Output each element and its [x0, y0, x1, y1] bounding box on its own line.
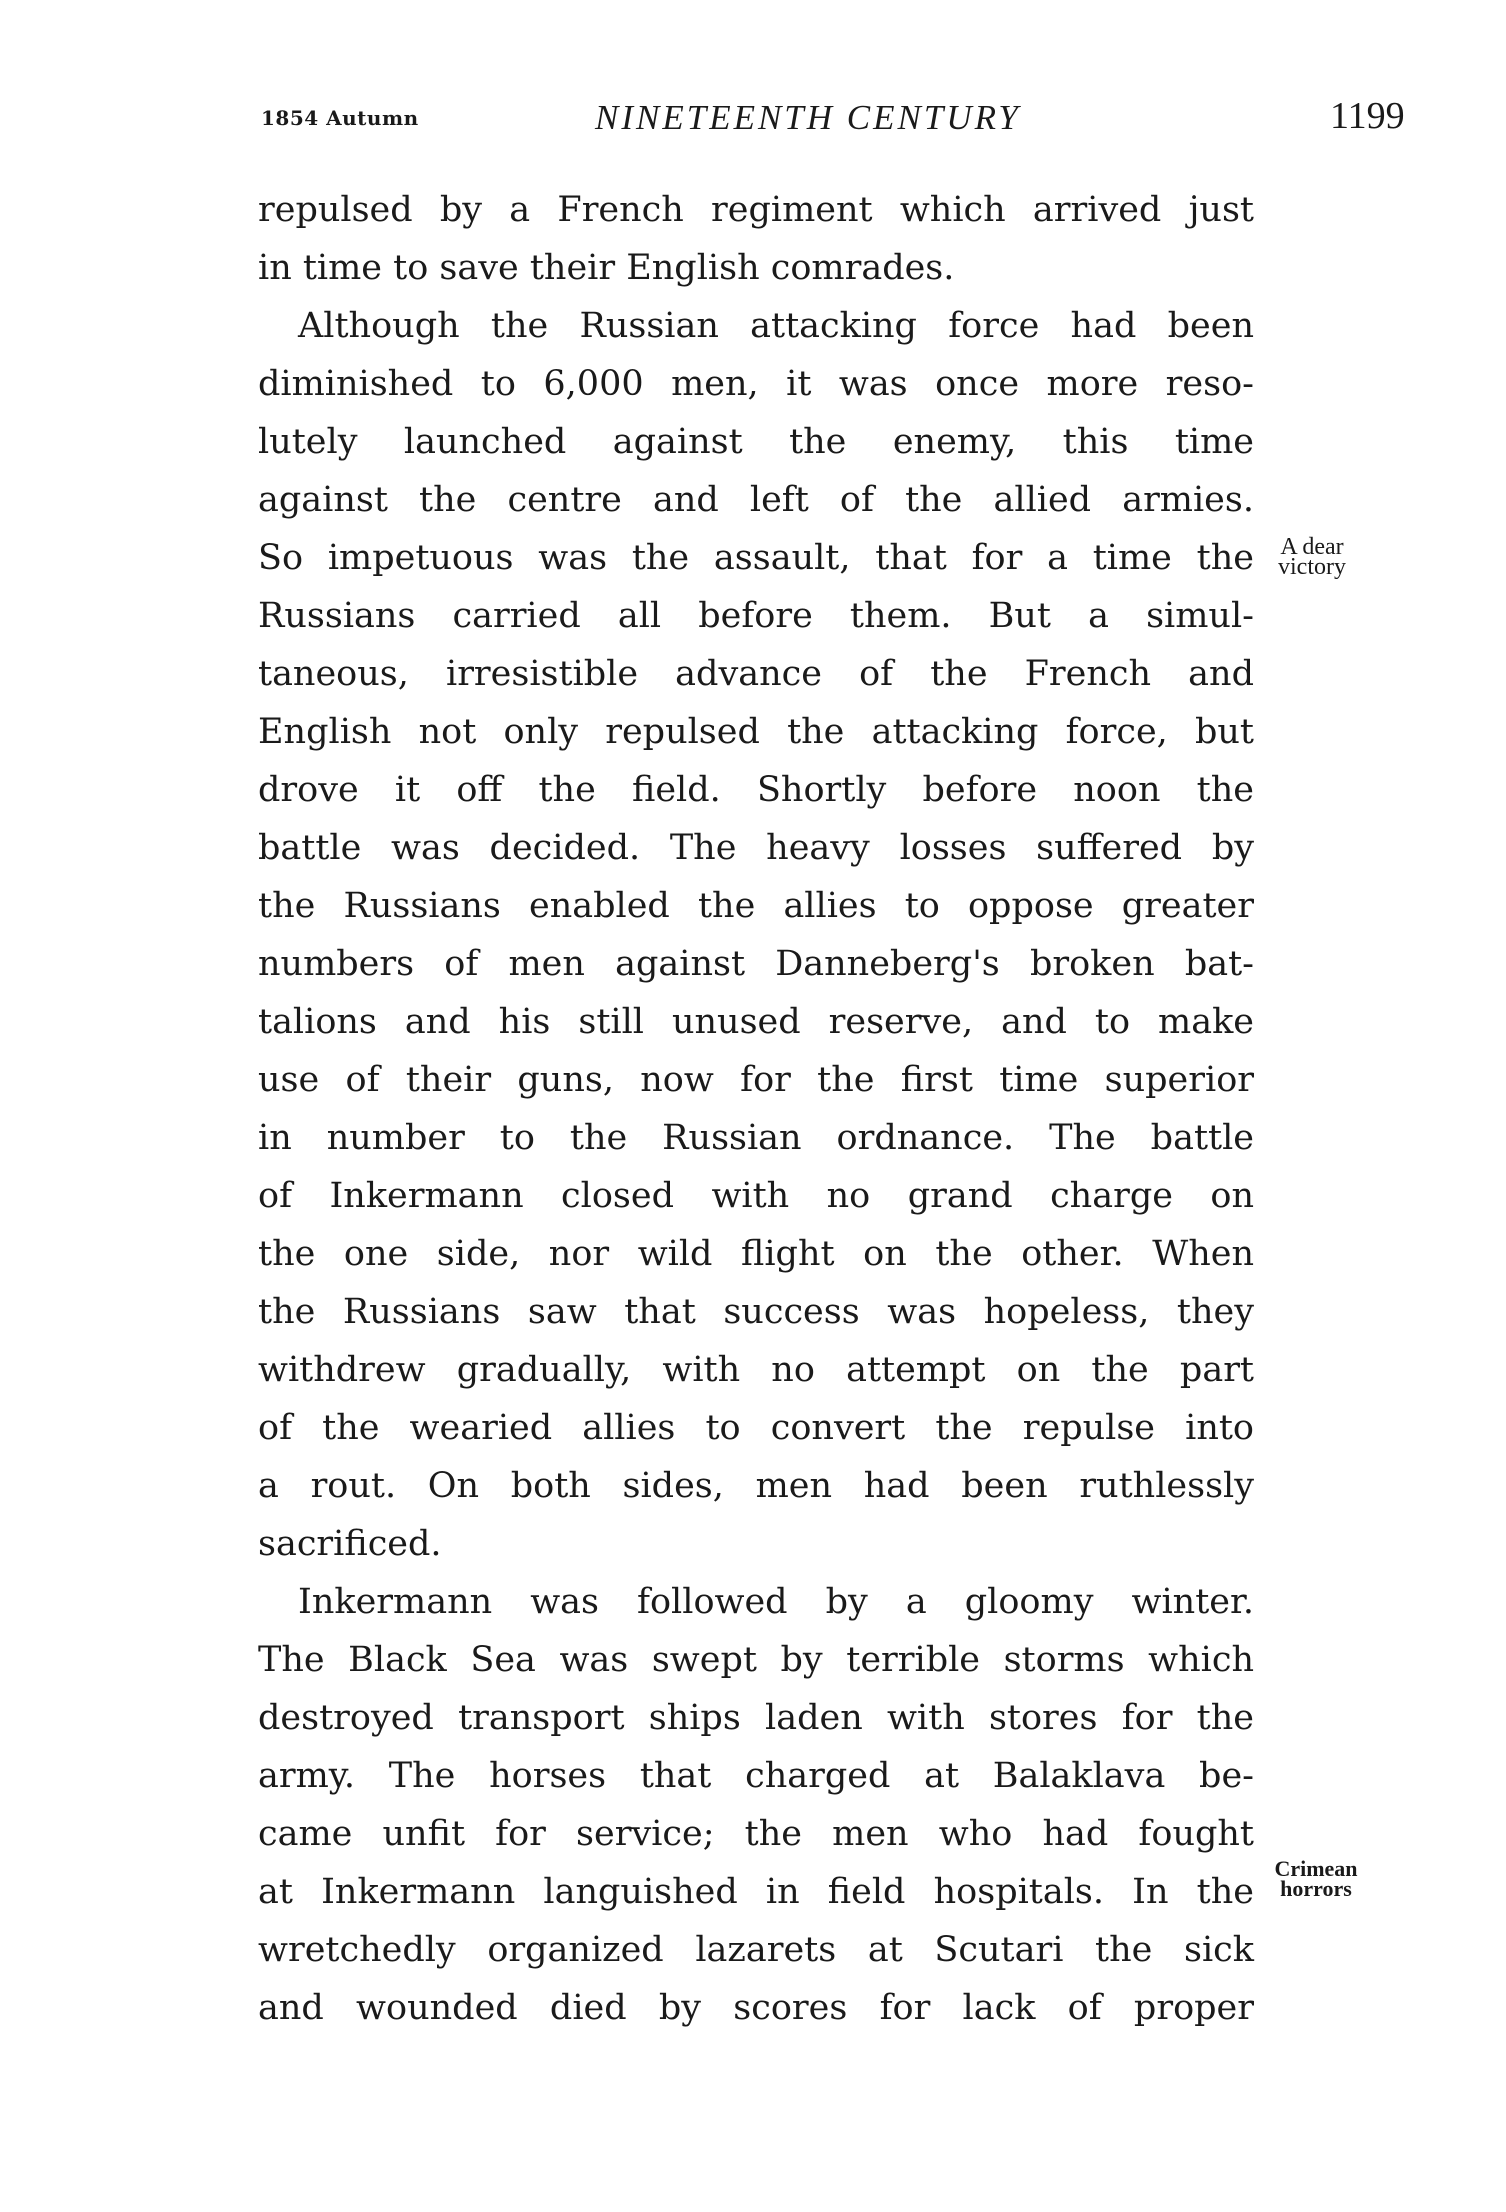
text-line: the Russians enabled the allies to oppose greater — [258, 886, 1254, 926]
text-line: use of their guns, now for the first time superior — [258, 1060, 1254, 1100]
margin-note-line: Crimean — [1274, 1856, 1358, 1881]
text-line: talions and his still unused reserve, and to make — [258, 1002, 1254, 1042]
text-line: So impetuous was the assault, that for a time the — [258, 538, 1254, 578]
text-line: numbers of men against Danneberg's broken bat- — [258, 944, 1254, 984]
text-line: battle was decided. The heavy losses suffered by — [258, 828, 1254, 868]
page-header — [0, 95, 1506, 148]
text-line: Inkermann was followed by a gloomy winter. — [298, 1582, 1254, 1622]
text-line: destroyed transport ships laden with stores for the — [258, 1698, 1254, 1738]
text-line: and wounded died by scores for lack of proper — [258, 1988, 1254, 2028]
text-line: English not only repulsed the attacking force, but — [258, 712, 1254, 752]
text-line: drove it off the field. Shortly before noon the — [258, 770, 1254, 810]
text-line: the one side, nor wild flight on the other. When — [258, 1234, 1254, 1274]
text-line: in time to save their English comrades. — [258, 248, 955, 288]
text-line: came unfit for service; the men who had fought — [258, 1814, 1254, 1854]
text-line: in number to the Russian ordnance. The battle — [258, 1118, 1254, 1158]
text-line: Although the Russian attacking force had been — [298, 306, 1254, 346]
text-line: wretchedly organized lazarets at Scutari the sick — [258, 1930, 1254, 1970]
text-line: at Inkermann languished in field hospitals. In the — [258, 1872, 1254, 1912]
margin-note-crimean-horrors — [1256, 1856, 1376, 1901]
text-line: of the wearied allies to convert the repulse into — [258, 1408, 1254, 1448]
text-line: repulsed by a French regiment which arrived just — [258, 190, 1254, 230]
text-line: of Inkermann closed with no grand charge on — [258, 1176, 1254, 1216]
margin-note-line: horrors — [1280, 1876, 1352, 1901]
text-line: lutely launched against the enemy, this time — [258, 422, 1254, 462]
page-number: 1199 — [1330, 95, 1405, 137]
text-line: diminished to 6,000 men, it was once more reso- — [258, 364, 1254, 404]
text-line: withdrew gradually, with no attempt on the part — [258, 1350, 1254, 1390]
text-line: a rout. On both sides, men had been ruthlessly — [258, 1466, 1254, 1506]
text-line: taneous, irresistible advance of the French and — [258, 654, 1254, 694]
text-line: sacrificed. — [258, 1524, 442, 1564]
margin-note-line: victory — [1278, 554, 1346, 580]
text-line: The Black Sea was swept by terrible storms which — [258, 1640, 1254, 1680]
text-line: the Russians saw that success was hopeless, they — [258, 1292, 1254, 1332]
margin-note-dear-victory — [1262, 534, 1362, 580]
running-title: NINETEENTH CENTURY — [595, 98, 1021, 137]
margin-note-line: A dear — [1280, 534, 1344, 560]
text-line: against the centre and left of the allied armies. — [258, 480, 1254, 520]
header-date: 1854 Autumn — [261, 106, 419, 130]
text-line: army. The horses that charged at Balaklava be- — [258, 1756, 1254, 1796]
text-line: Russians carried all before them. But a simul- — [258, 596, 1254, 636]
